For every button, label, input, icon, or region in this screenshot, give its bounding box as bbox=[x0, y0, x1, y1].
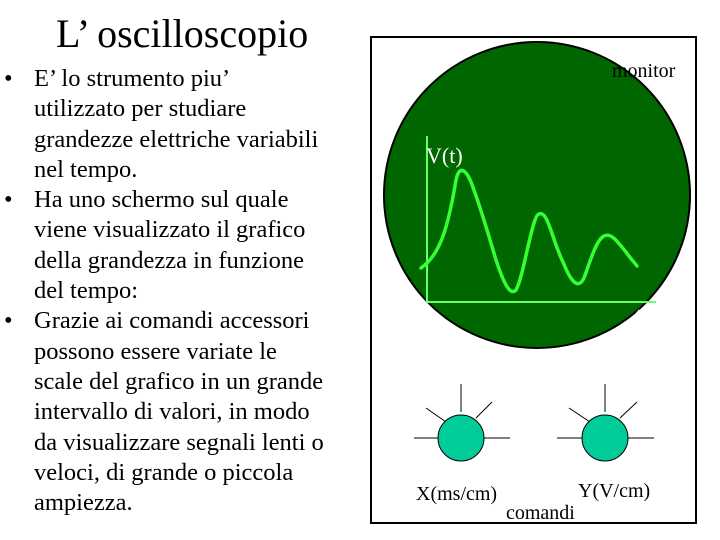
bullet-icon: • bbox=[4, 307, 13, 335]
bullet-text-line: veloci, di grande o piccola bbox=[34, 458, 294, 486]
bullet-text-line: ampiezza. bbox=[34, 489, 133, 517]
x-scale-knob[interactable] bbox=[438, 415, 484, 461]
bullet-text-line: scale del grafico in un grande bbox=[34, 367, 324, 395]
bullet-text-line: da visualizzare segnali lenti o bbox=[34, 428, 324, 456]
controls-label: comandi bbox=[506, 502, 575, 524]
bullet-icon: • bbox=[4, 65, 13, 92]
bullet-text-line: della grandezza in funzione bbox=[34, 246, 305, 274]
x-axis-label: t bbox=[636, 304, 642, 326]
knob-x-label: X(ms/cm) bbox=[416, 483, 498, 505]
bullet-text-line: grandezze elettriche variabili bbox=[34, 125, 319, 153]
bullet-text-line: E’ lo strumento piu’ bbox=[34, 65, 231, 92]
bullet-text-line: nel tempo. bbox=[34, 155, 138, 183]
bullet-text-line: possono essere variate le bbox=[34, 337, 277, 365]
y-scale-knob[interactable] bbox=[582, 415, 628, 461]
bullet-text-line: intervallo di valori, in modo bbox=[34, 398, 310, 426]
slide-title: L’ oscilloscopio bbox=[56, 11, 309, 56]
knob-y-label: Y(V/cm) bbox=[578, 480, 651, 502]
bullet-text-line: del tempo: bbox=[34, 277, 139, 305]
bullet-text-line: utilizzato per studiare bbox=[34, 95, 247, 123]
bullet-icon: • bbox=[4, 186, 13, 214]
y-axis-label: V(t) bbox=[426, 143, 463, 168]
monitor-label: monitor bbox=[612, 60, 676, 82]
bullet-text-line: Grazie ai comandi accessori bbox=[34, 307, 310, 335]
bullet-text-line: Ha uno schermo sul quale bbox=[34, 186, 289, 214]
bullet-text-line: viene visualizzato il grafico bbox=[34, 216, 306, 244]
